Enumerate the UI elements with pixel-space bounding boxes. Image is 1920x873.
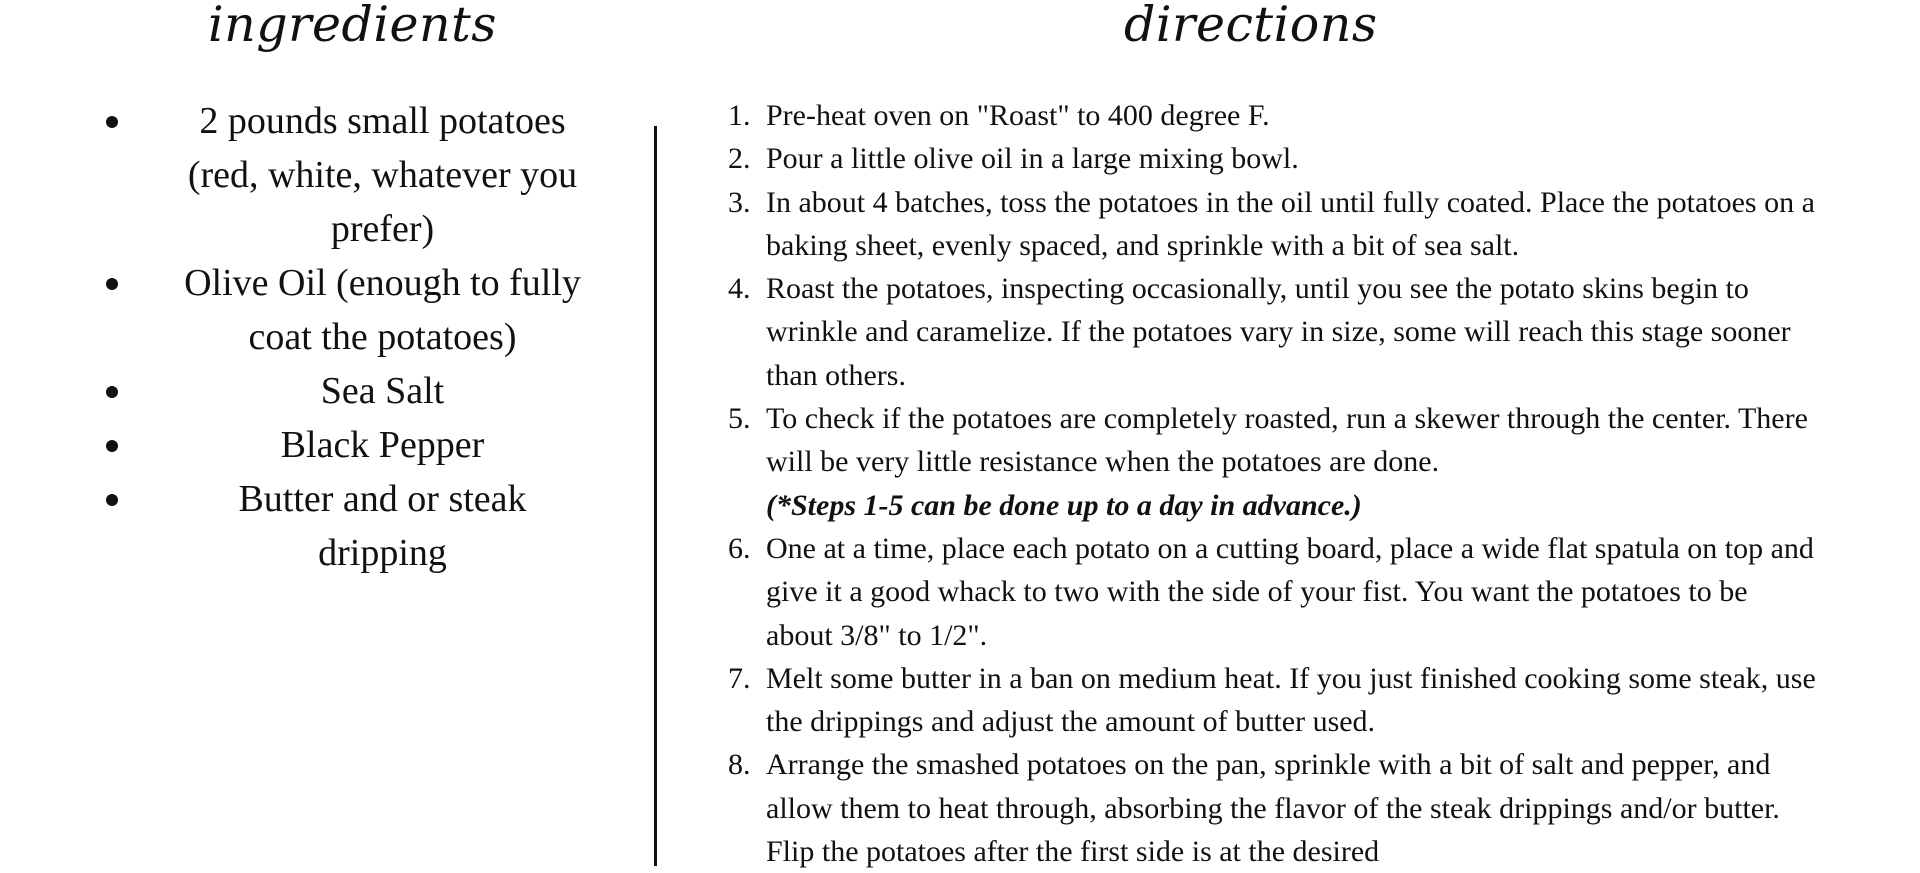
step-number: 2. xyxy=(728,142,751,176)
step-text: Melt some butter in a ban on medium heat. If you just finished cooking some steak, use the drippings and adjust the amount of butter used. xyxy=(766,661,1816,739)
step-text: Pour a little olive oil in a large mixing bowl. xyxy=(766,142,1299,176)
direction-step xyxy=(728,527,1818,657)
bullet-icon xyxy=(106,278,118,290)
direction-step xyxy=(728,657,1818,744)
step-text: In about 4 batches, toss the potatoes in the oil until fully coated. Place the potatoes on a baking sheet, evenly spaced, and sprinkle with a bit of sea salt. xyxy=(766,185,1815,262)
direction-step xyxy=(728,267,1818,397)
ingredient-text: Olive Oil (enough to fully coat the potatoes) xyxy=(184,262,581,358)
directions-list xyxy=(728,94,1828,873)
step-number: 1. xyxy=(728,99,751,132)
ingredient-text: 2 pounds small potatoes (red, white, whatever you prefer) xyxy=(187,100,578,250)
bullet-icon xyxy=(106,440,118,452)
ingredient-text: Sea Salt xyxy=(320,370,445,412)
step-number: 6. xyxy=(728,531,751,565)
step-text: Pre-heat oven on "Roast" to 400 degree F. xyxy=(766,99,1270,132)
ingredients-heading: ingredients xyxy=(208,0,497,53)
step-number: 8. xyxy=(728,748,751,782)
ingredient-item xyxy=(90,94,620,256)
step-number: 4. xyxy=(728,272,751,306)
ingredient-item xyxy=(90,418,620,472)
ingredient-text: Butter and or steak dripping xyxy=(238,478,527,574)
ingredient-item xyxy=(90,472,620,580)
column-divider xyxy=(654,126,657,866)
step-number: 5. xyxy=(728,402,751,436)
direction-step xyxy=(728,743,1818,873)
bullet-icon xyxy=(106,116,118,128)
ingredients-list xyxy=(90,94,620,580)
direction-step xyxy=(728,94,1818,137)
advance-prep-note: (*Steps 1-5 can be done up to a day in advance.) xyxy=(766,488,1362,522)
ingredient-item xyxy=(90,364,620,418)
ingredient-item xyxy=(90,256,620,364)
direction-step xyxy=(728,181,1818,268)
direction-step xyxy=(728,397,1818,527)
step-text: Arrange the smashed potatoes on the pan, sprinkle with a bit of salt and pepper, and allow them to heat through, absorbing the flavor of the steak drippings and/or butter. Flip the potatoes after the first side is at the desired xyxy=(766,748,1780,869)
directions-heading: directions xyxy=(1124,0,1378,53)
ingredient-text: Black Pepper xyxy=(280,424,485,466)
step-text: To check if the potatoes are completely roasted, run a skewer through the center. There will be very little resistance when the potatoes are done. xyxy=(766,402,1808,479)
step-text: One at a time, place each potato on a cutting board, place a wide flat spatula on top and give it a good whack to two with the side of your fist. You want the potatoes to be about 3/8" to 1/2". xyxy=(766,531,1814,652)
step-number: 3. xyxy=(728,185,751,219)
step-text: Roast the potatoes, inspecting occasionally, until you see the potato skins begin to wrinkle and caramelize. If the potatoes vary in size, some will reach this stage sooner than others. xyxy=(766,272,1791,392)
direction-step xyxy=(728,137,1818,180)
step-number: 7. xyxy=(728,661,751,695)
bullet-icon xyxy=(106,386,118,398)
bullet-icon xyxy=(106,494,118,506)
